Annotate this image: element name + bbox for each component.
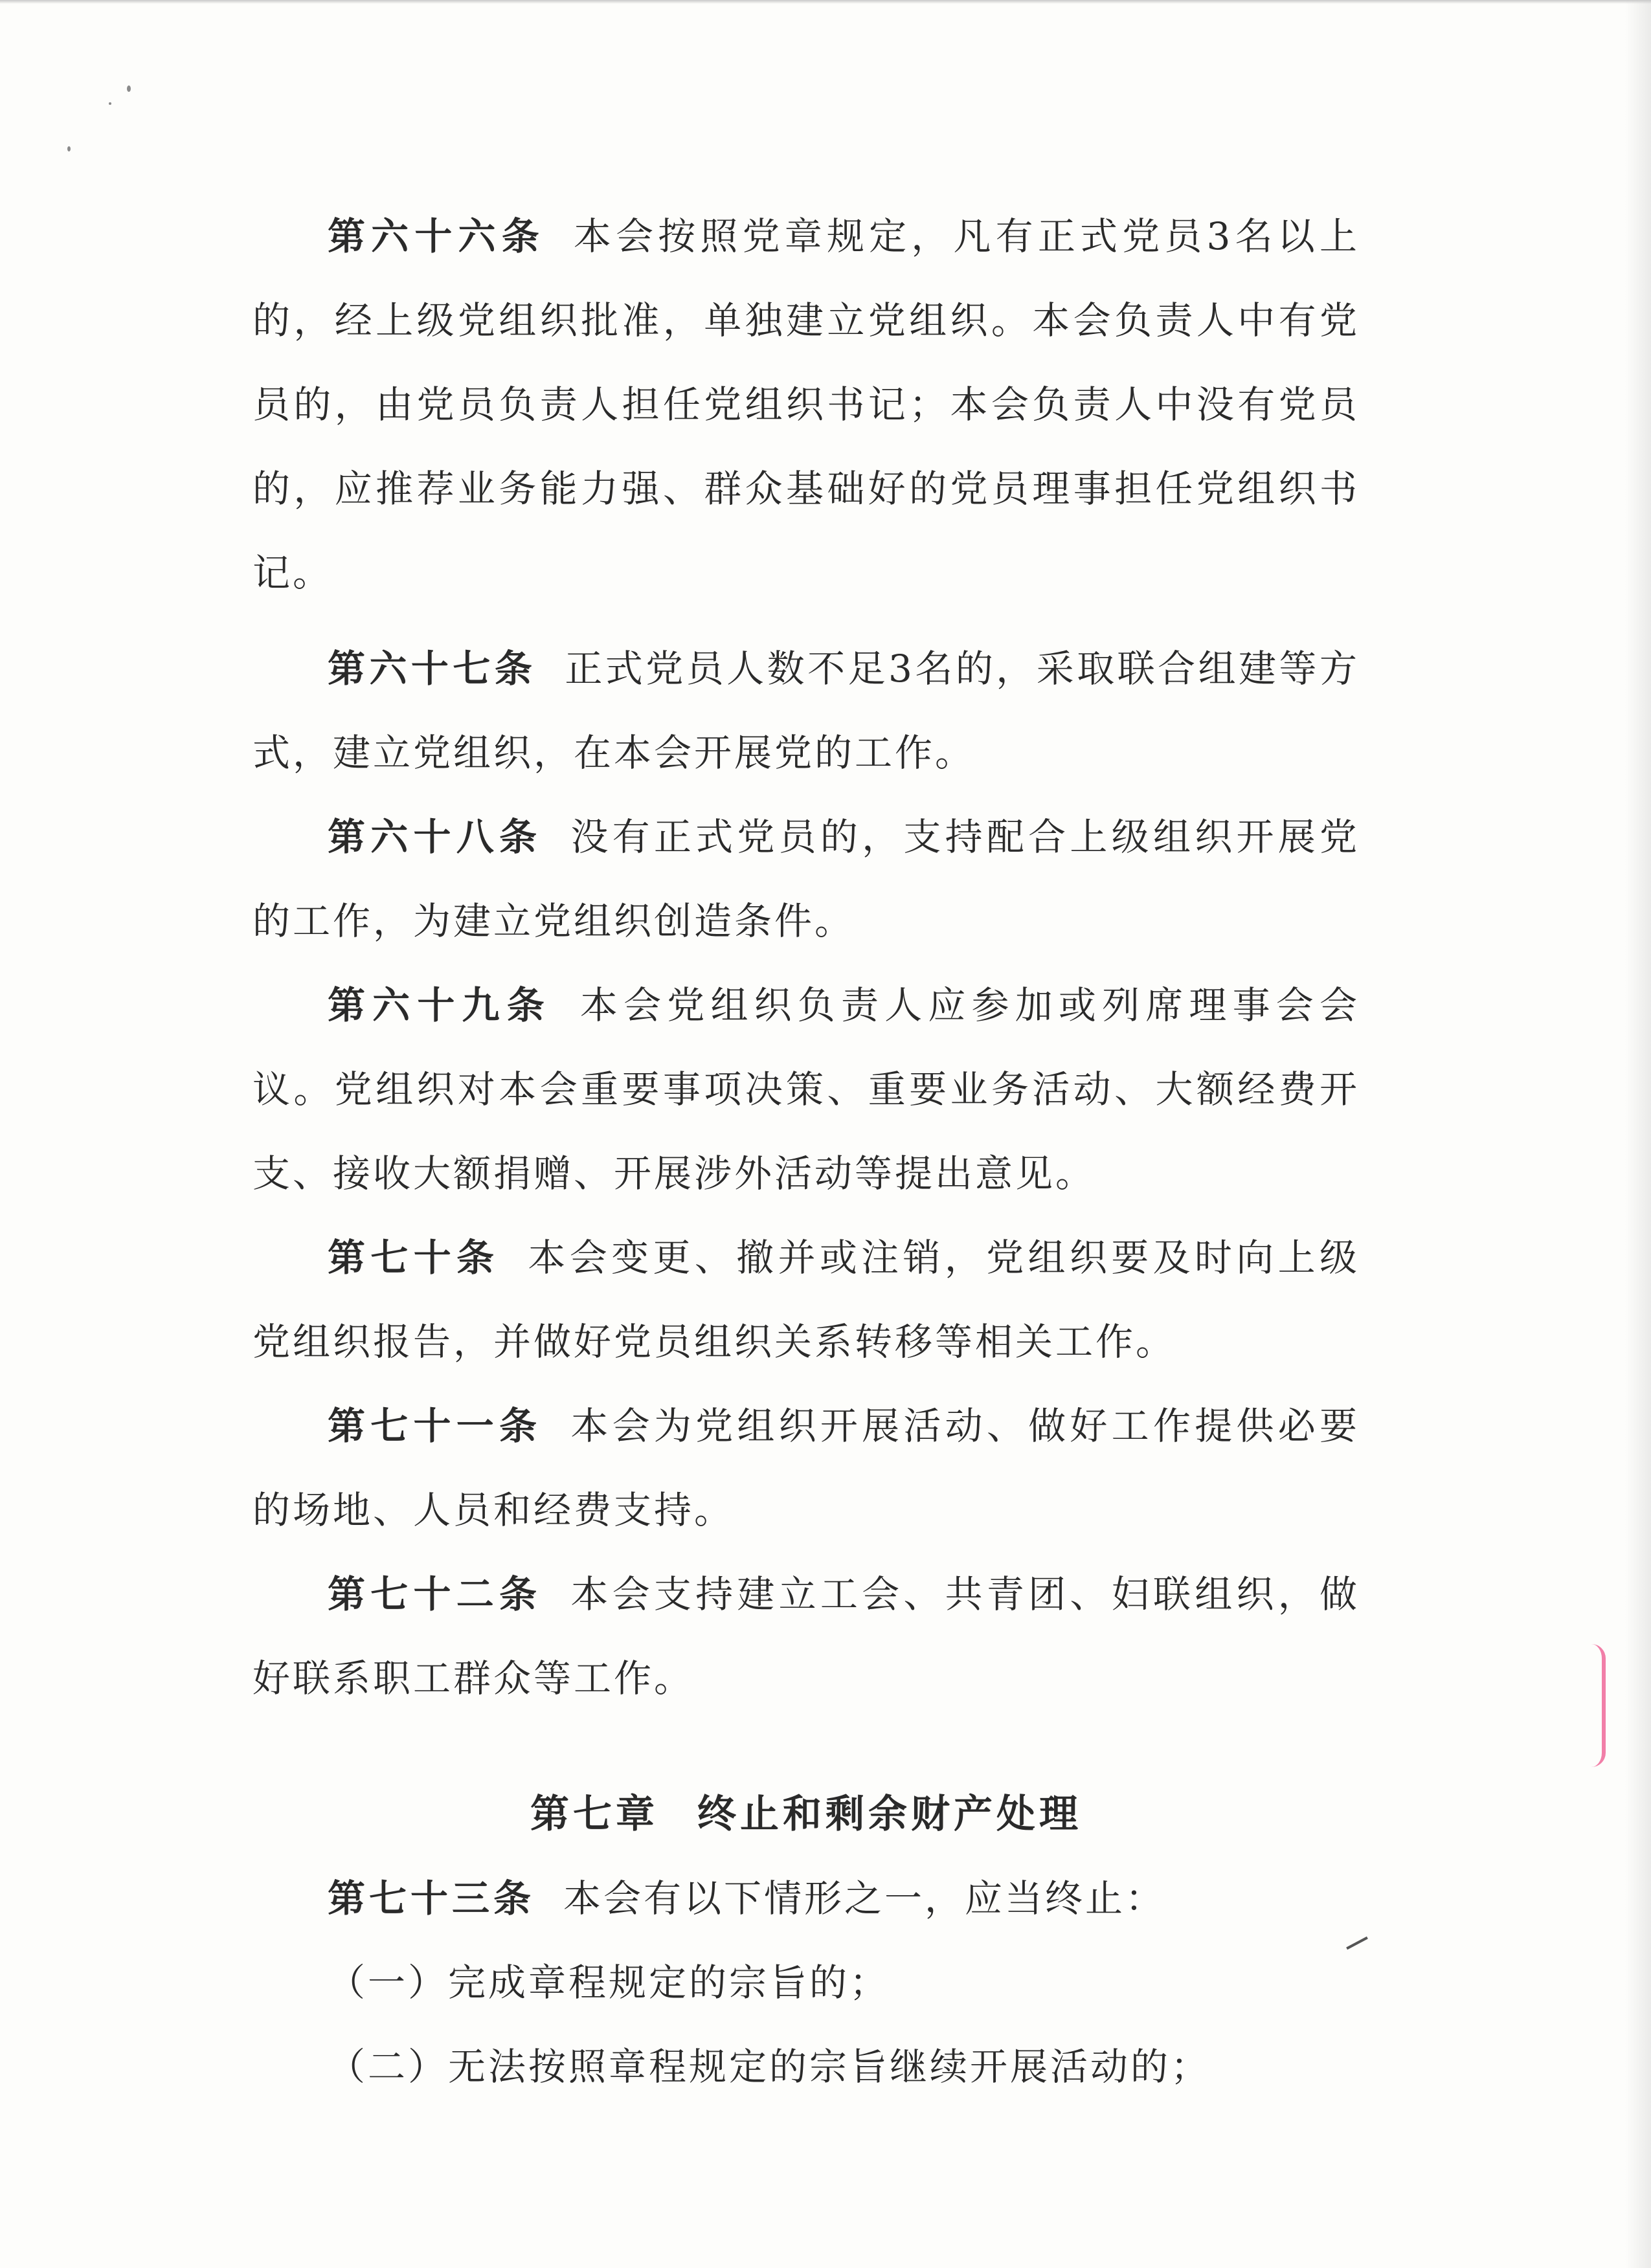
article-paragraph bbox=[253, 1384, 1360, 1552]
article-text: 本会变更、撤并或注销，党组织要及时向上级党组织报告，并做好党员组织关系转移等相关工作。 bbox=[253, 1236, 1360, 1364]
article-text: 本会按照党章规定，凡有正式党员3名以上的，经上级党组织批准，单独建立党组织。本会负责人中有党员的，由党员负责人担任党组织书记；本会负责人中没有党员的，应推荐业务能力强、群众基础好的党员理事担任党组织书记。 bbox=[253, 214, 1360, 595]
margin-mark bbox=[1591, 1644, 1606, 1767]
article-number: 第七十二条 bbox=[328, 1572, 543, 1616]
article-paragraph bbox=[253, 194, 1360, 615]
article-number: 第六十八条 bbox=[328, 815, 543, 859]
list-item: （一）完成章程规定的宗旨的； bbox=[328, 1961, 890, 2005]
list-item: （二）无法按照章程规定的宗旨继续开展活动的； bbox=[328, 2045, 1211, 2089]
scan-speck bbox=[109, 102, 111, 105]
chapter-number: 第七章 bbox=[530, 1792, 658, 1837]
article-paragraph bbox=[253, 1216, 1360, 1384]
scan-speck bbox=[67, 146, 71, 151]
article-paragraph bbox=[253, 795, 1360, 963]
article-text: 本会为党组织开展活动、做好工作提供必要的场地、人员和经费支持。 bbox=[253, 1404, 1360, 1532]
article-text: 没有正式党员的，支持配合上级组织开展党的工作，为建立党组织创造条件。 bbox=[253, 815, 1360, 943]
article-text: 正式党员人数不足3名的，采取联合组建等方式，建立党组织，在本会开展党的工作。 bbox=[253, 647, 1360, 775]
article-number: 第七十一条 bbox=[328, 1404, 543, 1448]
document-body bbox=[253, 194, 1360, 2109]
article-text: 本会有以下情形之一，应当终止： bbox=[563, 1876, 1166, 1920]
article-paragraph bbox=[253, 1856, 1360, 1940]
scan-edge-right bbox=[1625, 0, 1651, 2268]
article-number: 第六十九条 bbox=[328, 983, 552, 1027]
article-text: 本会党组织负责人应参加或列席理事会会议。党组织对本会重要事项决策、重要业务活动、大额经费开支、接收大额捐赠、开展涉外活动等提出意见。 bbox=[253, 983, 1360, 1195]
chapter-heading bbox=[253, 1772, 1360, 1856]
article-paragraph bbox=[253, 627, 1360, 795]
article-paragraph bbox=[253, 963, 1360, 1216]
chapter-title: 终止和剩余财产处理 bbox=[697, 1792, 1082, 1837]
article-paragraph bbox=[253, 1552, 1360, 1720]
article-text: 本会支持建立工会、共青团、妇联组织，做好联系职工群众等工作。 bbox=[253, 1572, 1360, 1700]
article-number: 第七十三条 bbox=[328, 1876, 535, 1920]
article-number: 第六十七条 bbox=[328, 647, 537, 691]
article-number: 第六十六条 bbox=[328, 214, 545, 258]
scan-speck bbox=[127, 85, 131, 92]
article-number: 第七十条 bbox=[328, 1236, 500, 1280]
scan-edge-top bbox=[0, 0, 1651, 4]
